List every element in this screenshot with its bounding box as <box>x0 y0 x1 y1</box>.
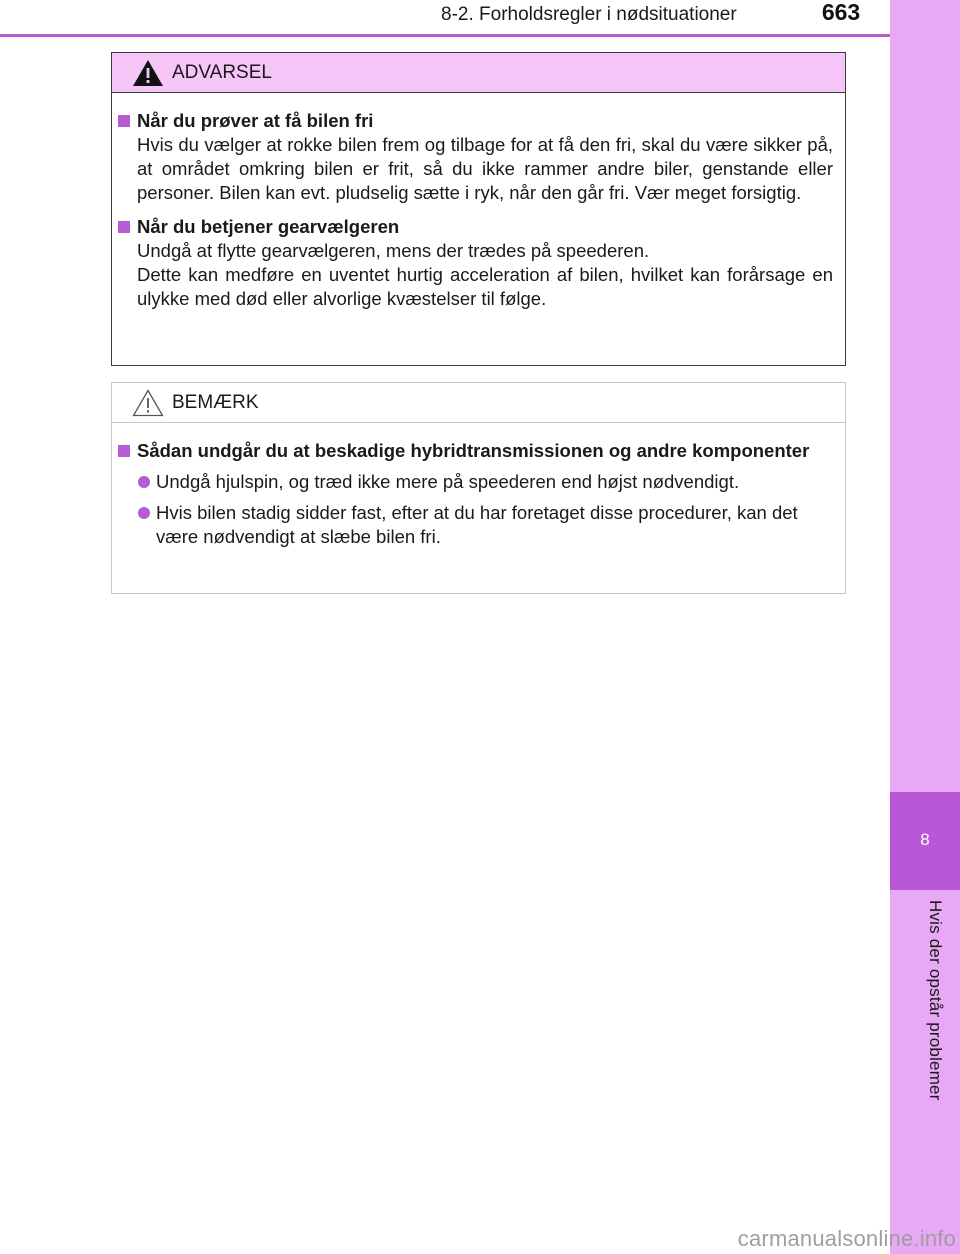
section-title: Sådan undgår du at beskadige hybridtransmissionen og andre komponenter <box>118 439 833 463</box>
list-item: Hvis bilen stadig sidder fast, efter at du har foretaget disse procedurer, kan det være nødvendigt at slæbe bilen fri. <box>138 501 833 549</box>
section-title: Når du betjener gearvælgeren <box>118 215 833 239</box>
square-bullet-icon <box>118 445 130 457</box>
warning-box-body <box>112 93 845 311</box>
notice-box-body <box>112 423 845 549</box>
list-item: Undgå hjulspin, og træd ikke mere på speederen end højst nødvendigt. <box>138 470 833 494</box>
warning-triangle-icon <box>132 58 164 88</box>
warning-label: ADVARSEL <box>172 61 272 83</box>
notice-box <box>111 382 846 594</box>
section-paragraph: Undgå at flytte gearvælgeren, mens der trædes på speederen. <box>137 240 650 261</box>
header-rule <box>0 34 890 37</box>
chapter-number: 8 <box>920 830 930 849</box>
warning-section <box>118 109 833 205</box>
chapter-title: Hvis der opstår problemer <box>926 900 945 1101</box>
page-number: 663 <box>821 0 861 25</box>
section-title: Når du prøver at få bilen fri <box>118 109 833 133</box>
warning-box-header <box>112 53 845 93</box>
round-bullet-icon <box>138 476 150 488</box>
warning-section <box>118 215 833 311</box>
watermark: carmanualsonline.info <box>737 1226 956 1251</box>
running-header: 8-2. Forholdsregler i nødsituationer <box>441 4 737 25</box>
square-bullet-icon <box>118 221 130 233</box>
warning-box <box>111 52 846 366</box>
caution-triangle-outline-icon <box>132 388 164 418</box>
notice-box-header <box>112 383 845 423</box>
notice-label: BEMÆRK <box>172 391 259 413</box>
square-bullet-icon <box>118 115 130 127</box>
section-paragraph: Hvis du vælger at rokke bilen frem og tilbage for at få den fri, skal du være sikker på, at området omkring bilen er frit, så du ikke rammer andre biler, genstande eller personer. Bilen kan evt. pludselig sætte i ryk, når den går fri. Vær meget forsigtig. <box>137 134 833 203</box>
round-bullet-icon <box>138 507 150 519</box>
section-paragraph: Dette kan medføre en uventet hurtig acceleration af bilen, hvilket kan forårsage en ulykke med død eller alvorlige kvæstelser til følge. <box>137 264 833 309</box>
